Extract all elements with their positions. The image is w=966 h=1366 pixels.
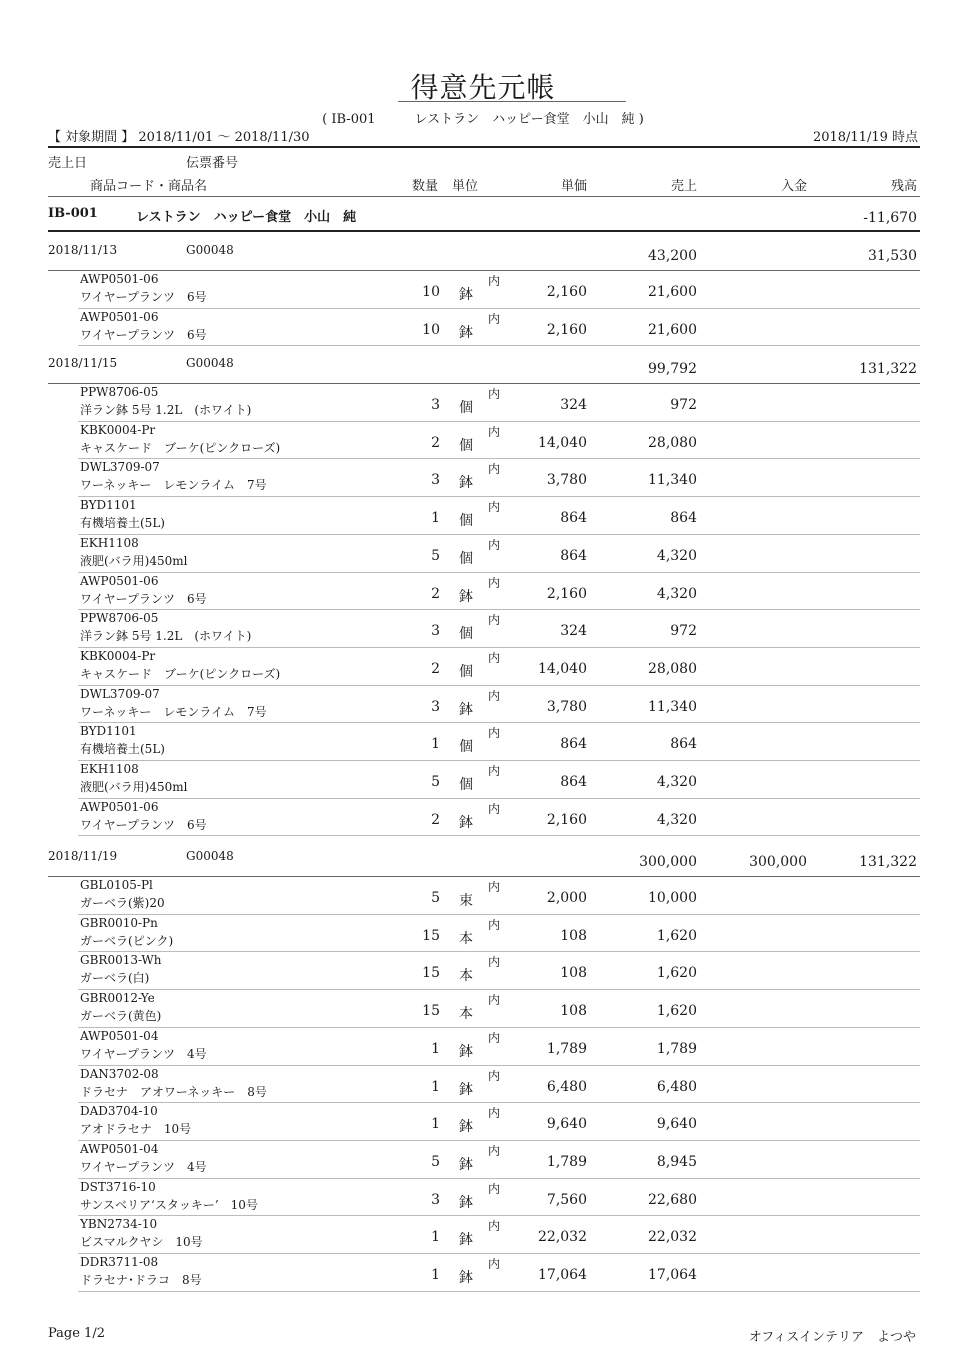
item-code: DAD3704-10 — [80, 1104, 158, 1119]
item-unit: 鉢 — [459, 1270, 473, 1286]
item-price: 1,789 — [546, 1153, 587, 1170]
item-name: ドラセナ アオワーネッキー 8号 — [80, 1084, 267, 1099]
item-name: 有機培養土(5L) — [80, 516, 165, 531]
item-price: 1,789 — [546, 1040, 587, 1057]
item-unit: 鉢 — [459, 1119, 473, 1136]
item-qty: 2 — [431, 585, 440, 602]
tax-flag: 内 — [488, 1257, 501, 1271]
item-code: AWP0501-06 — [80, 799, 159, 814]
tax-flag: 内 — [488, 1219, 501, 1234]
item-unit: 鉢 — [459, 287, 473, 303]
item-amount: 4,320 — [656, 585, 697, 602]
tax-flag: 内 — [488, 575, 501, 590]
item-code: AWP0501-06 — [80, 272, 159, 286]
item-rule — [78, 1215, 920, 1216]
item-unit: 鉢 — [459, 1232, 473, 1249]
header-price: 単価 — [560, 179, 587, 194]
item-rule — [78, 1027, 920, 1028]
item-rule — [78, 951, 920, 952]
item-qty: 3 — [431, 698, 440, 715]
item-unit: 個 — [459, 437, 473, 454]
item-amount: 22,032 — [648, 1229, 697, 1246]
item-code: DWL3709-07 — [80, 460, 160, 475]
group-balance: 31,530 — [868, 248, 917, 264]
item-rule — [78, 1253, 920, 1254]
item-rule — [78, 534, 920, 535]
tax-flag: 内 — [488, 613, 501, 628]
header-date: 売上日 — [48, 156, 88, 171]
as-of-date: 2018/11/19 時点 — [812, 130, 918, 145]
item-price: 14,040 — [538, 434, 587, 451]
item-unit: 個 — [459, 663, 473, 680]
tax-flag: 内 — [488, 764, 501, 778]
item-qty: 15 — [422, 965, 440, 982]
header-balance: 残高 — [890, 179, 917, 194]
item-price: 2,160 — [546, 321, 587, 338]
item-unit: 個 — [459, 626, 473, 643]
item-name: ドラセナ･ドラコ 8号 — [80, 1273, 202, 1287]
item-amount: 28,080 — [648, 434, 697, 451]
item-amount: 1,620 — [656, 1003, 697, 1020]
item-qty: 1 — [431, 1040, 440, 1057]
tax-flag: 内 — [488, 311, 501, 326]
item-code: DWL3709-07 — [80, 686, 160, 701]
item-rule — [78, 1102, 920, 1103]
item-amount: 11,340 — [648, 472, 697, 489]
item-name: 洋ラン鉢 5号 1.2L (ホワイト) — [80, 403, 252, 417]
header-item: 商品コード・商品名 — [90, 179, 208, 194]
item-name: ワイヤープランツ 6号 — [80, 817, 207, 832]
tax-flag: 内 — [488, 1106, 501, 1121]
header-unit: 単位 — [452, 179, 479, 194]
tax-flag: 内 — [488, 1181, 501, 1196]
item-name: ガーベラ(ピンク) — [80, 933, 174, 948]
item-unit: 鉢 — [459, 814, 473, 831]
sale-date: 2018/11/19 — [48, 849, 118, 863]
item-code: KBK0004-Pr — [80, 422, 156, 437]
item-price: 22,032 — [538, 1229, 587, 1246]
item-rule — [78, 609, 920, 610]
tax-flag: 内 — [488, 274, 501, 288]
header-bottom-rule — [48, 196, 920, 197]
tax-flag: 内 — [488, 955, 501, 970]
item-code: BYD1101 — [80, 498, 137, 513]
tax-flag: 内 — [488, 462, 501, 477]
item-price: 864 — [560, 547, 587, 564]
slip-number: G00048 — [186, 243, 234, 257]
item-price: 324 — [560, 623, 587, 640]
item-qty: 5 — [431, 1153, 440, 1170]
group-rule — [48, 270, 920, 271]
item-qty: 5 — [431, 547, 440, 564]
item-code: AWP0501-04 — [80, 1141, 159, 1156]
item-name: ガーベラ(白) — [80, 971, 150, 986]
item-code: DST3716-10 — [80, 1179, 156, 1194]
item-unit: 鉢 — [459, 1156, 473, 1173]
item-name: ビスマルクヤシ 10号 — [80, 1235, 203, 1250]
item-unit: 鉢 — [459, 324, 473, 341]
item-price: 2,000 — [546, 890, 587, 906]
item-code: BYD1101 — [80, 724, 137, 739]
item-unit: 鉢 — [459, 1043, 473, 1060]
page-title: 得意先元帳 — [410, 71, 556, 104]
item-price: 2,160 — [546, 811, 587, 828]
customer-code: IB-001 — [48, 206, 98, 221]
item-price: 108 — [560, 1003, 587, 1020]
item-qty: 5 — [431, 890, 440, 906]
slip-number: G00048 — [186, 849, 234, 863]
item-name: ワーネッキー レモンライム 7号 — [80, 704, 267, 719]
tax-flag: 内 — [488, 387, 501, 401]
item-unit: 鉢 — [459, 1194, 473, 1211]
item-price: 14,040 — [538, 660, 587, 677]
item-rule — [78, 308, 920, 309]
group-payment: 300,000 — [749, 854, 807, 870]
item-price: 864 — [560, 510, 587, 527]
item-amount: 9,640 — [656, 1116, 697, 1133]
item-rule — [78, 760, 920, 761]
group-balance: 131,322 — [859, 854, 917, 870]
item-code: KBK0004-Pr — [80, 648, 156, 663]
item-qty: 15 — [422, 927, 440, 944]
group-balance: 131,322 — [859, 361, 917, 377]
item-rule — [78, 345, 920, 346]
customer-name: レストラン ハッピー食堂 小山 純 — [136, 210, 357, 225]
item-name: アオドラセナ 10号 — [80, 1122, 192, 1137]
item-qty: 15 — [422, 1003, 440, 1020]
item-qty: 3 — [431, 472, 440, 489]
company-name: オフィスインテリア よつや — [748, 1330, 916, 1345]
item-rule — [78, 421, 920, 422]
item-name: ワーネッキー レモンライム 7号 — [80, 478, 267, 493]
item-code: DAN3702-08 — [80, 1066, 159, 1081]
item-rule — [78, 798, 920, 799]
group-rule — [48, 383, 920, 384]
item-amount: 4,320 — [656, 547, 697, 564]
item-amount: 22,680 — [648, 1191, 697, 1208]
item-qty: 1 — [431, 1116, 440, 1133]
item-price: 3,780 — [546, 698, 587, 715]
item-unit: 鉢 — [459, 701, 473, 718]
item-code: AWP0501-04 — [80, 1028, 159, 1043]
item-rule — [78, 1291, 920, 1292]
sale-date: 2018/11/13 — [48, 243, 118, 257]
item-unit: 鉢 — [459, 588, 473, 605]
item-rule — [78, 1140, 920, 1141]
item-name: 液肥(バラ用)450ml — [80, 780, 188, 794]
item-qty: 5 — [431, 774, 440, 790]
item-unit: 本 — [459, 930, 473, 947]
item-code: EKH1108 — [80, 535, 139, 550]
item-unit: 鉢 — [459, 1081, 473, 1098]
group-sales: 43,200 — [648, 248, 697, 264]
item-amount: 864 — [670, 736, 697, 753]
group-sales: 300,000 — [639, 854, 697, 870]
tax-flag: 内 — [488, 424, 501, 439]
item-name: 液肥(バラ用)450ml — [80, 553, 188, 568]
item-amount: 4,320 — [656, 811, 697, 828]
item-price: 6,480 — [546, 1078, 587, 1095]
item-amount: 8,945 — [656, 1153, 697, 1170]
tax-flag: 内 — [488, 1030, 501, 1045]
item-rule — [78, 1178, 920, 1179]
item-amount: 21,600 — [648, 321, 697, 338]
item-qty: 3 — [431, 623, 440, 640]
item-code: GBR0012-Ye — [80, 991, 155, 1006]
item-rule — [78, 647, 920, 648]
group-sales: 99,792 — [648, 361, 697, 377]
header-qty: 数量 — [412, 179, 439, 194]
group-rule — [48, 876, 920, 877]
item-amount: 4,320 — [656, 774, 697, 790]
item-name: ワイヤープランツ 6号 — [80, 327, 207, 342]
item-code: GBL0105-Pl — [80, 878, 153, 892]
item-qty: 1 — [431, 1078, 440, 1095]
title-underline — [398, 101, 626, 102]
tax-flag: 内 — [488, 726, 501, 741]
sale-date: 2018/11/15 — [48, 356, 118, 370]
item-unit: 本 — [459, 1006, 473, 1023]
item-code: GBR0010-Pn — [80, 915, 158, 930]
item-price: 7,560 — [546, 1191, 587, 1208]
item-name: ガーベラ(紫)20 — [80, 896, 165, 910]
item-qty: 3 — [431, 397, 440, 413]
item-amount: 1,620 — [656, 927, 697, 944]
item-rule — [78, 685, 920, 686]
customer-rule — [48, 230, 920, 232]
item-code: PPW8706-05 — [80, 611, 159, 626]
item-qty: 1 — [431, 510, 440, 527]
item-price: 108 — [560, 927, 587, 944]
tax-flag: 内 — [488, 688, 501, 703]
item-qty: 10 — [422, 284, 440, 300]
tax-flag: 内 — [488, 1143, 501, 1158]
item-price: 2,160 — [546, 585, 587, 602]
item-amount: 1,789 — [656, 1040, 697, 1057]
item-qty: 3 — [431, 1191, 440, 1208]
item-name: サンスベリア‘スタッキー’ 10号 — [80, 1197, 258, 1212]
item-amount: 21,600 — [648, 284, 697, 300]
item-name: キャスケード ブーケ(ピンクローズ) — [80, 666, 281, 681]
item-price: 864 — [560, 774, 587, 790]
item-amount: 17,064 — [648, 1267, 697, 1283]
item-name: キャスケード ブーケ(ピンクローズ) — [80, 440, 281, 455]
customer-subtitle: ( IB-001 レストラン ハッピー食堂 小山 純 ) — [322, 112, 644, 127]
tax-flag: 内 — [488, 917, 501, 932]
header-sales: 売上 — [670, 179, 697, 194]
item-unit: 個 — [459, 400, 473, 416]
item-rule — [78, 722, 920, 723]
item-qty: 1 — [431, 1229, 440, 1246]
item-amount: 11,340 — [648, 698, 697, 715]
opening-balance: -11,670 — [863, 210, 917, 226]
item-price: 108 — [560, 965, 587, 982]
header-payment: 入金 — [780, 179, 807, 194]
item-amount: 1,620 — [656, 965, 697, 982]
item-price: 324 — [560, 397, 587, 413]
item-amount: 6,480 — [656, 1078, 697, 1095]
item-rule — [78, 1065, 920, 1066]
item-code: DDR3711-08 — [80, 1255, 159, 1269]
item-rule — [78, 989, 920, 990]
item-qty: 1 — [431, 736, 440, 753]
item-name: ワイヤープランツ 6号 — [80, 290, 207, 304]
item-amount: 10,000 — [648, 890, 697, 906]
target-period: 【 対象期間 】 2018/11/01 ～ 2018/11/30 — [48, 130, 310, 145]
item-code: YBN2734-10 — [80, 1217, 158, 1232]
item-name: ワイヤープランツ 6号 — [80, 591, 207, 606]
item-price: 17,064 — [538, 1267, 587, 1283]
item-unit: 鉢 — [459, 475, 473, 492]
page-number: Page 1/2 — [48, 1326, 105, 1341]
header-top-rule — [48, 146, 920, 148]
item-name: 洋ラン鉢 5号 1.2L (ホワイト) — [80, 629, 252, 644]
item-unit: 個 — [459, 550, 473, 567]
slip-number: G00048 — [186, 356, 234, 370]
tax-flag: 内 — [488, 1068, 501, 1083]
item-amount: 28,080 — [648, 660, 697, 677]
item-amount: 972 — [670, 397, 697, 413]
item-rule — [78, 458, 920, 459]
item-code: GBR0013-Wh — [80, 953, 162, 968]
item-rule — [78, 914, 920, 915]
item-price: 3,780 — [546, 472, 587, 489]
item-qty: 1 — [431, 1267, 440, 1283]
item-price: 864 — [560, 736, 587, 753]
item-unit: 束 — [459, 893, 473, 909]
item-rule — [78, 835, 920, 836]
item-code: AWP0501-06 — [80, 309, 159, 324]
tax-flag: 内 — [488, 537, 501, 552]
item-amount: 864 — [670, 510, 697, 527]
item-unit: 個 — [459, 777, 473, 793]
item-qty: 2 — [431, 434, 440, 451]
item-unit: 個 — [459, 739, 473, 756]
item-qty: 2 — [431, 811, 440, 828]
tax-flag: 内 — [488, 650, 501, 665]
item-name: ワイヤープランツ 4号 — [80, 1159, 207, 1174]
item-name: ガーベラ(黄色) — [80, 1009, 162, 1024]
item-code: AWP0501-06 — [80, 573, 159, 588]
item-amount: 972 — [670, 623, 697, 640]
item-qty: 2 — [431, 660, 440, 677]
item-name: ワイヤープランツ 4号 — [80, 1046, 207, 1061]
item-unit: 本 — [459, 968, 473, 985]
item-code: EKH1108 — [80, 762, 139, 776]
item-rule — [78, 496, 920, 497]
item-unit: 個 — [459, 513, 473, 530]
header-slip: 伝票番号 — [186, 156, 239, 171]
item-code: PPW8706-05 — [80, 385, 159, 399]
item-name: 有機培養土(5L) — [80, 742, 165, 757]
tax-flag: 内 — [488, 993, 501, 1008]
item-qty: 10 — [422, 321, 440, 338]
item-price: 9,640 — [546, 1116, 587, 1133]
item-rule — [78, 572, 920, 573]
tax-flag: 内 — [488, 801, 501, 816]
item-price: 2,160 — [546, 284, 587, 300]
tax-flag: 内 — [488, 500, 501, 515]
tax-flag: 内 — [488, 880, 501, 894]
